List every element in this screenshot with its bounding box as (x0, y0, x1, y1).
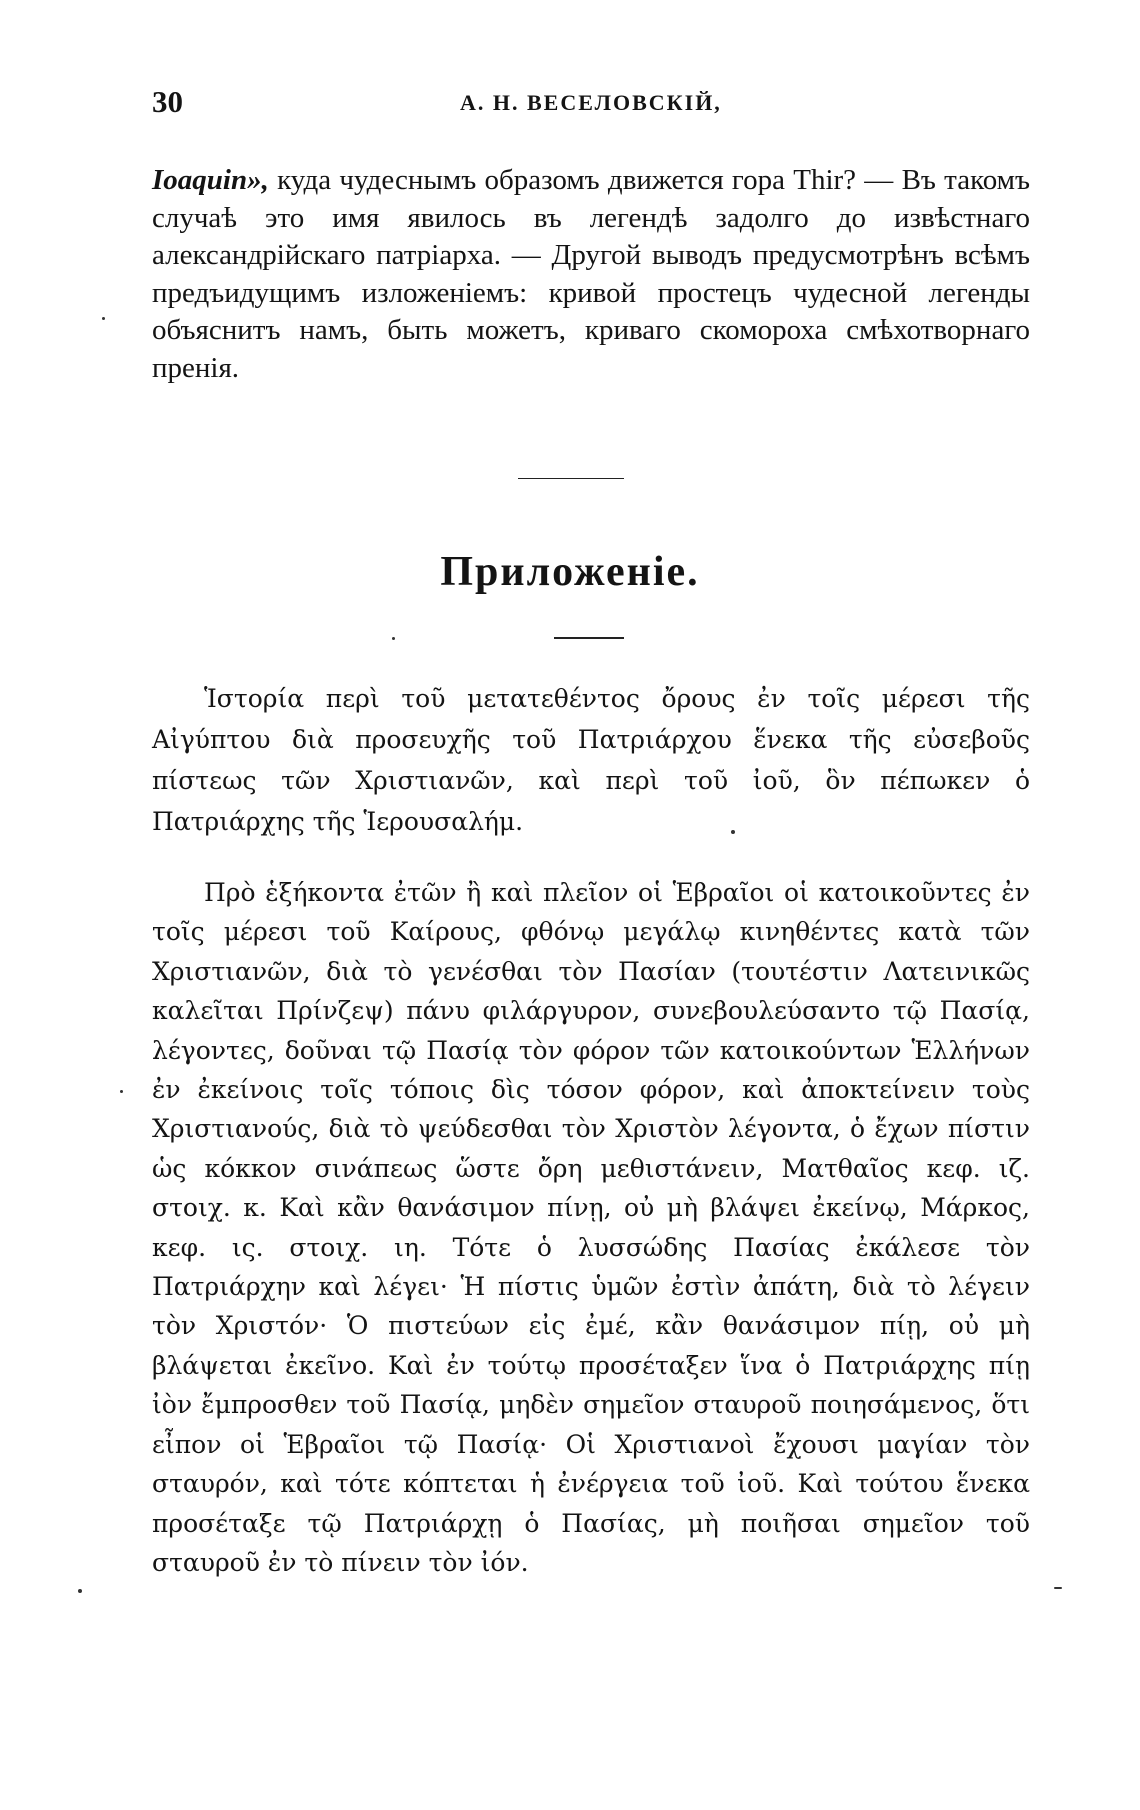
page-number: 30 (152, 84, 183, 119)
speck (120, 1090, 123, 1093)
speck (731, 830, 735, 834)
speck (102, 317, 105, 320)
appendix-heading: Приложеніе. (440, 549, 700, 595)
heading-rule (554, 637, 624, 639)
greek-body-paragraph (152, 873, 1030, 1582)
running-header (152, 80, 1032, 130)
greek-body-text: Πρὸ ἑξήκοντα ἐτῶν ἢ καὶ πλεῖον οἱ Ἑβραῖοι οἱ κατοικοῦντες ἐν τοῖς μέρεσι τοῦ Καίρους, φθόνῳ μεγάλῳ κινηθέντες κατὰ τῶν Χριστιανῶν, διὰ τὸ γενέσθαι τὸν Πασίαν (τουτέστιν Λατεινικῶς καλεῖται Πρίνζεψ) πάνυ φιλάργυρον, συνεβουλεύσαντο τῷ Πασίᾳ, λέγοντες, δοῦναι τῷ Πασίᾳ τὸν φόρον τῶν κατοικούντων Ἑλλήνων ἐν ἐκείνοις τοῖς τόποις δὶς τόσον φόρον, καὶ ἀποκτείνειν τοὺς Χριστιανούς, διὰ τὸ ψεύδεσθαι τὸν Χριστὸν λέγοντα, ὁ ἔχων πίστιν ὡς κόκκον σινάπεως ὥστε ὄρη μεθιστάνειν, Ματθαῖος κεφ. ιζ. στοιχ. κ. Καὶ κἂν θανάσιμον πίνῃ, οὐ μὴ βλάψει ἐκείνῳ, Μάρκος, κεφ. ις. στοιχ. ιη. Τότε ὁ λυσσώδης Πασίας ἐκάλεσε τὸν Πατριάρχην καὶ λέγει· Ἡ πίστις ὑμῶν ἐστὶν ἀπάτη, διὰ τὸ λέγειν τὸν Χριστόν· Ὁ πιστεύων εἰς ἐμέ, κἂν θανάσιμον πίῃ, οὐ μὴ βλάψεται ἐκεῖνο. Καὶ ἐν τούτῳ προσέταξεν ἵνα ὁ Πατριάρχης πίῃ ἰὸν ἔμπροσθεν τοῦ Πασίᾳ, μηδὲν σημεῖον σταυροῦ ποιησάμενος, ὅτι εἶπον οἱ Ἑβραῖοι τῷ Πασίᾳ· Οἱ Χριστιανοὶ ἔχουσι μαγίαν τὸν σταυρόν, καὶ τότε κόπτεται ἡ ἐνέργεια τοῦ ἰοῦ. Καὶ τούτου ἕνεκα προσέταξε τῷ Πατριάρχῃ ὁ Πασίας, μὴ ποιῆσαι σημεῖον τοῦ σταυροῦ ἐν τὸ πίνειν τὸν ἰόν. (152, 878, 1030, 1577)
russian-paragraph (152, 162, 1030, 387)
speck (1054, 1587, 1062, 1589)
speck (392, 637, 395, 640)
paragraph-text: куда чудеснымъ образомъ движется гора Thir? — Въ такомъ случаѣ это имя явилось въ легендѣ задолго до извѣстнаго александрійскаго патріарха. — Другой выводъ предусмотрѣнъ всѣмъ предъидущимъ изложеніемъ: кривой простецъ чудесной легенды объяснитъ намъ, быть можетъ, криваго скомороха смѣхотворнаго пренія. (152, 164, 1030, 384)
speck (78, 1589, 82, 1593)
section-divider (518, 478, 624, 479)
paragraph-lead: Ioaquin», (152, 164, 269, 196)
greek-title-paragraph (152, 678, 1030, 842)
running-title: А. Н. ВЕСЕЛОВСКІЙ, (460, 90, 722, 115)
greek-title-text: Ἱστορία περὶ τοῦ μετατεθέντος ὄρους ἐν τοῖς μέρεσι τῆς Αἰγύπτου διὰ προσευχῆς τοῦ Πατριάρχου ἕνεκα τῆς εὐσεβοῦς πίστεως τῶν Χριστιανῶν, καὶ περὶ τοῦ ἰοῦ, ὃν πέπωκεν ὁ Πατριάρχης τῆς Ἱερουσαλήμ. (152, 684, 1030, 836)
